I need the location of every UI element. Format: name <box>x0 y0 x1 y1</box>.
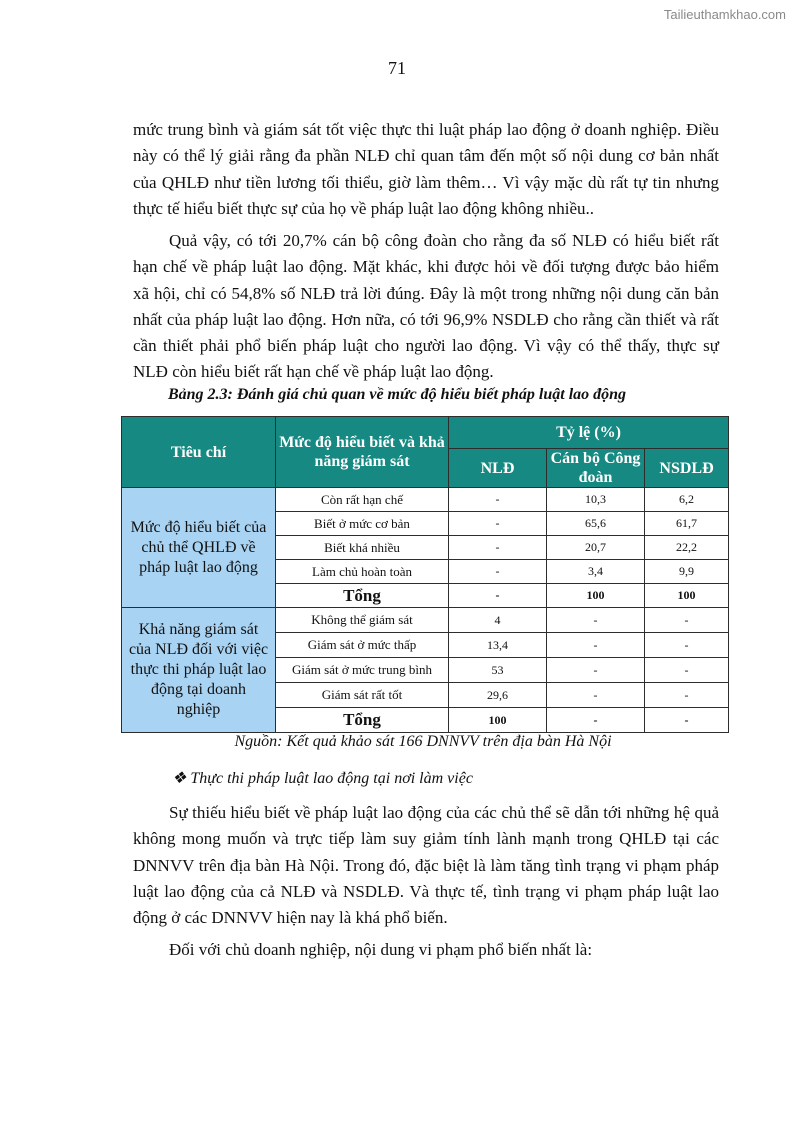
level-cell: Giám sát ở mức trung bình <box>276 658 449 683</box>
nsdld-cell: - <box>645 633 729 658</box>
cbcd-cell: 20,7 <box>547 536 645 560</box>
nsdld-cell: 9,9 <box>645 560 729 584</box>
level-cell: Giám sát rất tốt <box>276 683 449 708</box>
nsdld-cell: 61,7 <box>645 512 729 536</box>
header-rate: Tỷ lệ (%) <box>449 417 729 449</box>
assessment-table <box>121 416 729 733</box>
cbcd-cell: 65,6 <box>547 512 645 536</box>
diamond-bullet-icon: ❖ <box>172 770 187 787</box>
total-cbcd: - <box>547 708 645 733</box>
nld-cell: 29,6 <box>449 683 547 708</box>
cbcd-cell: 3,4 <box>547 560 645 584</box>
nsdld-cell: - <box>645 608 729 633</box>
page-number: 71 <box>388 58 406 78</box>
cbcd-cell: - <box>547 608 645 633</box>
group-title-supervision: Khả năng giám sát của NLĐ đối với việc thực thi pháp luật lao động tại doanh nghiệp <box>122 608 276 733</box>
level-cell: Làm chủ hoàn toàn <box>276 560 449 584</box>
header-nld: NLĐ <box>449 449 547 488</box>
nld-cell: - <box>449 488 547 512</box>
paragraph-4: Đối với chủ doanh nghiệp, nội dung vi phạm phổ biến nhất là: <box>169 940 593 959</box>
header-cbcd: Cán bộ Công đoàn <box>547 449 645 488</box>
total-nsdld: - <box>645 708 729 733</box>
group-title-knowledge: Mức độ hiểu biết của chủ thể QHLĐ về pháp luật lao động <box>122 488 276 608</box>
header-criteria: Tiêu chí <box>122 417 276 488</box>
total-label: Tổng <box>276 584 449 608</box>
nsdld-cell: 6,2 <box>645 488 729 512</box>
cbcd-cell: - <box>547 658 645 683</box>
table-row <box>122 608 729 633</box>
level-cell: Không thể giám sát <box>276 608 449 633</box>
table-row <box>122 488 729 512</box>
level-cell: Biết khá nhiều <box>276 536 449 560</box>
level-cell: Biết ở mức cơ bản <box>276 512 449 536</box>
header-level: Mức độ hiểu biết và khả năng giám sát <box>276 417 449 488</box>
watermark: Tailieuthamkhao.com <box>663 7 786 22</box>
total-label: Tổng <box>276 708 449 733</box>
total-nld: - <box>449 584 547 608</box>
nsdld-cell: 22,2 <box>645 536 729 560</box>
subheading-text: Thực thi pháp luật lao động tại nơi làm việc <box>190 770 473 787</box>
table-source: Nguồn: Kết quả khảo sát 166 DNNVV trên địa bàn Hà Nội <box>234 733 612 750</box>
nld-cell: - <box>449 560 547 584</box>
total-cbcd: 100 <box>547 584 645 608</box>
level-cell: Còn rất hạn chế <box>276 488 449 512</box>
paragraph-3: Sự thiếu hiểu biết về pháp luật lao động của các chủ thể sẽ dẫn tới những hệ quả không mong muốn và trực tiếp làm suy giảm tính lành mạnh trong QHLĐ tại các DNNVV trên địa bàn Hà Nội. Trong đó, đặc biệt là làm tăng tình trạng vi phạm pháp luật lao động của cả NLĐ và NSDLĐ. Và thực tế, tình trạng vi phạm pháp luật lao động ở các DNNVV hiện nay là khá phổ biến. <box>133 803 719 928</box>
cbcd-cell: 10,3 <box>547 488 645 512</box>
paragraph-2: Quả vậy, có tới 20,7% cán bộ công đoàn cho rằng đa số NLĐ có hiểu biết rất hạn chế về pháp luật lao động. Mặt khác, khi được hỏi về đối tượng được bảo hiểm xã hội, chỉ có 54,8% số NLĐ trả lời đúng. Đây là một trong những nội dung căn bản nhất của pháp luật lao động. Hơn nữa, có tới 96,9% NSDLĐ cho rằng cần thiết và rất cần thiết phải phổ biến pháp luật cho người lao động. Vì vậy có thể thấy, thực sự NLĐ còn hiểu biết rất hạn chế về pháp luật lao động. <box>133 231 719 382</box>
paragraph-1: mức trung bình và giám sát tốt việc thực thi luật pháp lao động ở doanh nghiệp. Điều này có thể lý giải rằng đa phần NLĐ chỉ quan tâm đến một số nội dung cơ bản nhất của QHLĐ như tiền lương tối thiểu, giờ làm thêm… Vì vậy mặc dù rất tự tin nhưng thực tế hiểu biết thực sự của họ về pháp luật lao động không nhiều.. <box>133 120 719 218</box>
nsdld-cell: - <box>645 683 729 708</box>
nld-cell: - <box>449 512 547 536</box>
nsdld-cell: - <box>645 658 729 683</box>
cbcd-cell: - <box>547 683 645 708</box>
nld-cell: - <box>449 536 547 560</box>
nld-cell: 4 <box>449 608 547 633</box>
nld-cell: 53 <box>449 658 547 683</box>
header-nsdld: NSDLĐ <box>645 449 729 488</box>
table-caption: Bảng 2.3: Đánh giá chủ quan về mức độ hiểu biết pháp luật lao động <box>167 386 627 403</box>
section-subheading <box>172 768 473 788</box>
level-cell: Giám sát ở mức thấp <box>276 633 449 658</box>
total-nld: 100 <box>449 708 547 733</box>
cbcd-cell: - <box>547 633 645 658</box>
total-nsdld: 100 <box>645 584 729 608</box>
nld-cell: 13,4 <box>449 633 547 658</box>
